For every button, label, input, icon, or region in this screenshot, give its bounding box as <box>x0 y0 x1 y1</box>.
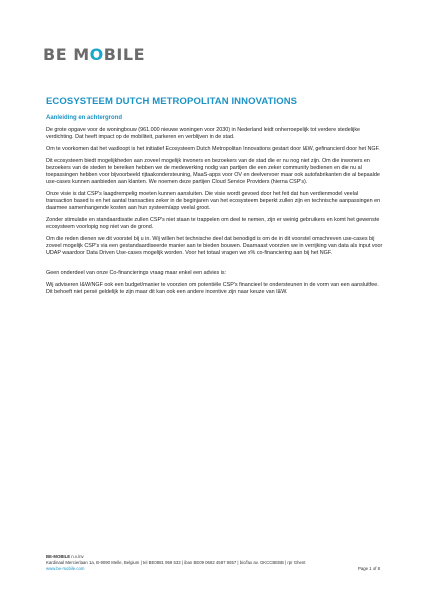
footer-website-link[interactable]: www.be-mobile.com <box>46 566 85 571</box>
footer-address: Kardinaal Mercierlaan 1a, B-9090 Melle, Belgium <box>46 560 140 565</box>
section-subheading: Aanleiding en achtergrond <box>46 115 123 121</box>
footer-company: BE-MOBILE <box>46 554 71 559</box>
paragraph: Wij adviseren I&W/NGF ook een budget/manier te voorzien om potentiële CSP's financieel te ondersteunen in de vorm van een aansluitfee. Dit behoeft niet persé geldelijk te zijn maar dit kan ook een andere incentive zijn naar keuze van I&W. <box>46 282 379 295</box>
paragraph: Onze visie is dat CSP's laagdrempelig moeten kunnen aansluiten. Die visie wordt gevoed door het feit dat hun verdienmodel veelal transaction based is en het aantal transacties zeker in de beginjaren van het ecosysteem beperkt zullen zijn en technische aanpassingen en daarmee samenhangende kosten aan hun systeem/app veelal groot. <box>46 191 381 211</box>
paragraph: De grote opgave voor de woningbouw (961.000 nieuwe woningen voor 2030) in Nederland leidt onherroepelijk tot verdere stedelijke verdichting. Dat heeft impact op de mobiliteit, parkeren en verblijven in de stad. <box>46 127 361 140</box>
logo-text-end: BILE <box>103 45 146 64</box>
logo-text-start: BE M <box>43 45 90 64</box>
document-title: ECOSYSTEEM DUTCH METROPOLITAN INNOVATIONS <box>46 96 298 107</box>
paragraph: Om te voorkomen dat het vastloopt is het initiatief Ecosysteem Dutch Metropolitan Innovations gestart door I&W, gefinancierd door het NGF. <box>46 146 380 152</box>
page-footer <box>46 554 380 572</box>
paragraph: Geen onderdeel van onze Co-financierings vraag maar enkel een advies is: <box>46 270 227 276</box>
footer-bottom-row <box>46 566 380 572</box>
logo-accent-o: O <box>89 45 104 64</box>
page-number: Page 1 of 8 <box>358 566 380 571</box>
paragraph: Om die reden dienen we dit voorstel bij u in. Wij willen het technische deel dat benodigd is om de in dit voorstel omschreven use-cases bij zoveel mogelijk CSP's via een gestandaardiseerde manier aan te bieden bouwen. Daarnaast voorzien we in verrijking van data als input voor UDAP waardoor Data Driven Use-cases mogelijk worden. Voor het totaal vragen we x% co-financiering aan bij het NGF. <box>46 236 383 256</box>
document-body <box>46 127 384 301</box>
footer-company-suffix: n.v./nv <box>70 554 84 559</box>
paragraph: Dit ecosysteem biedt mogelijkheden aan zoveel mogelijk invoners en bezoekers van de stad die er nu nog niet zijn. Om die inwoners en bezoekers van de steden te bereiken hebben we de medewerking nodig van partijen die een zeker community bedienen en die nu al toepassingen hebben voor bijvoorbeeld rijtaakondersteuning, MaaS-apps voor OV en deelvervoer maar ook autofabrikanten die al bepaalde use-cases kunnen aanbieden aan klanten. We noemen deze partijen Cloud Service Providers (hierna CSP's). <box>46 158 380 185</box>
paragraph: Zonder stimulatie en standaardisatie zullen CSP's niet staan te trappelen om deel te nemen, zijn er weinig gebruikers en komt het gewenste ecosysteem voorlopig nog niet van de grond. <box>46 217 380 230</box>
footer-details: | tel BE0881 959 533 | iban BE09 0682 4587 8657 | bic/fax av. GKCCBEBB | rpr Ghent <box>139 560 306 565</box>
be-mobile-logo <box>43 45 163 67</box>
